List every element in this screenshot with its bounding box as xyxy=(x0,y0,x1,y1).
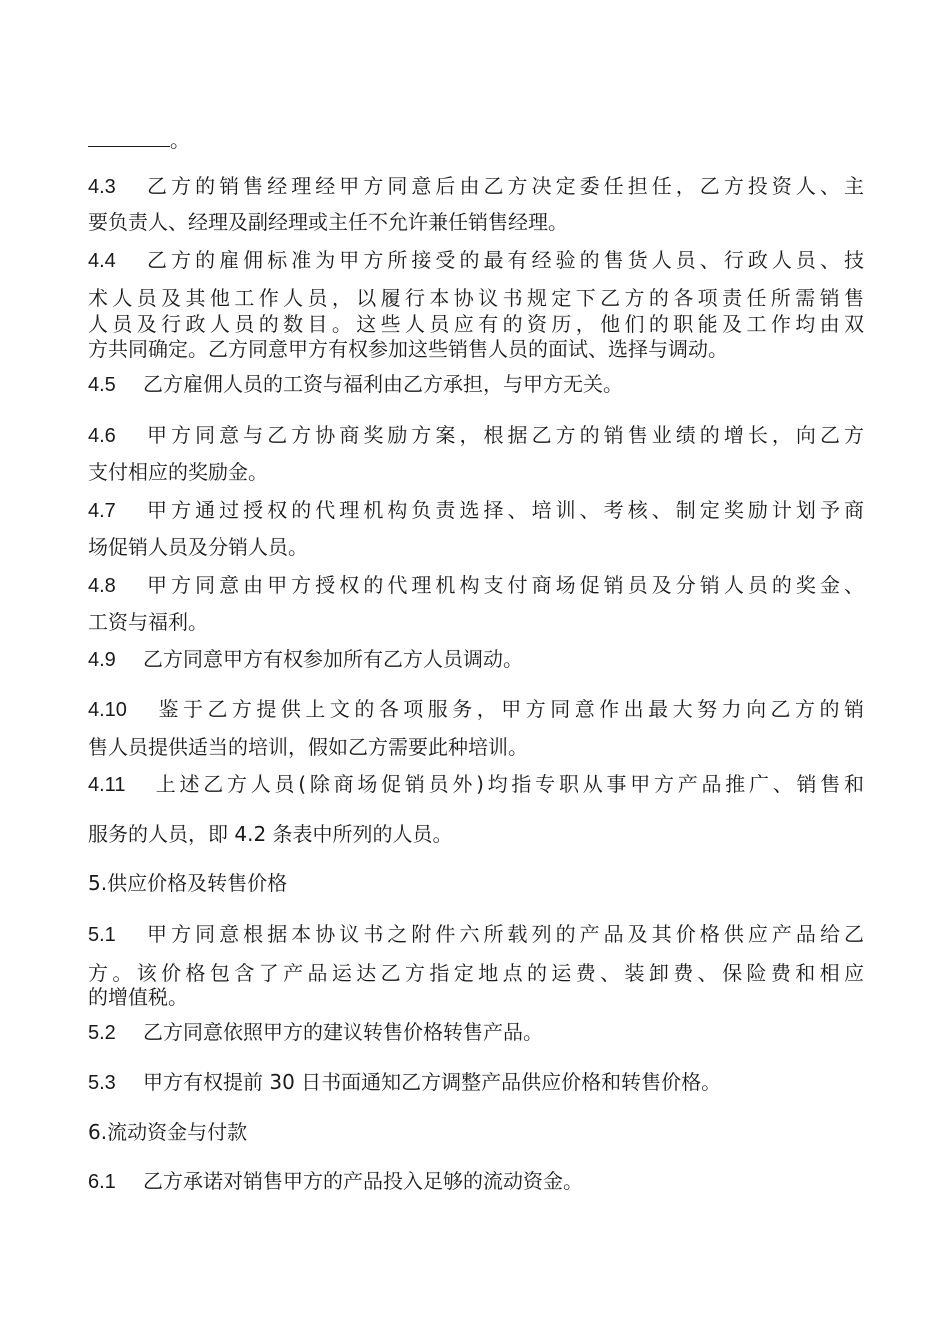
clause-4-11-line-1: 4.11 上述乙方人员(除商场促销员外)均指专职从事甲方产品推广、销售和 xyxy=(88,772,864,796)
clause-number: 5.3 xyxy=(88,1072,116,1094)
clause-4-10-line-1: 4.10 鉴于乙方提供上文的各项服务，甲方同意作出最大努力向乙方的销 xyxy=(88,697,864,721)
clause-number: 4.4 xyxy=(88,250,116,272)
clause-4-4-line-3: 人员及行政人员的数目。这些人员应有的资历，他们的职能及工作均由双 xyxy=(88,312,864,336)
section-heading-5: 5.供应价格及转售价格 xyxy=(88,871,288,895)
clause-4-11-line-2: 服务的人员，即 4.2 条表中所列的人员。 xyxy=(88,822,453,846)
clause-number: 4.9 xyxy=(88,649,116,671)
clause-4-4-line-2: 术人员及其他工作人员，以履行本协议书规定下乙方的各项责任所需销售 xyxy=(88,286,864,310)
clause-4-10-line-2: 售人员提供适当的培训，假如乙方需要此种培训。 xyxy=(88,735,528,759)
clause-4-4-line-1: 4.4 乙方的雇佣标准为甲方所接受的最有经验的售货人员、行政人员、技 xyxy=(88,248,864,272)
clause-4-8-line-1: 4.8 甲方同意由甲方授权的代理机构支付商场促销员及分销人员的奖金、 xyxy=(88,573,864,597)
fill-in-blank xyxy=(88,132,170,147)
clause-number: 4.6 xyxy=(88,425,116,447)
clause-5-1-line-3: 的增值税。 xyxy=(88,985,188,1009)
clause-4-7-line-2: 场促销人员及分销人员。 xyxy=(88,535,308,559)
clause-number: 5.2 xyxy=(88,1022,116,1044)
clause-4-6-line-2: 支付相应的奖励金。 xyxy=(88,460,268,484)
clause-4-5-line-1: 4.5 乙方雇佣人员的工资与福利由乙方承担，与甲方无关。 xyxy=(88,372,623,396)
clause-4-7-line-1: 4.7 甲方通过授权的代理机构负责选择、培训、考核、制定奖励计划予商 xyxy=(88,498,864,522)
clause-number: 5.1 xyxy=(88,924,116,946)
clause-5-1-line-2: 方。该价格包含了产品运达乙方指定地点的运费、装卸费、保险费和相应 xyxy=(88,961,864,985)
section-heading-6: 6.流动资金与付款 xyxy=(88,1120,248,1144)
clause-6-1-line-1: 6.1 乙方承诺对销售甲方的产品投入足够的流动资金。 xyxy=(88,1169,583,1193)
clause-4-6-line-1: 4.6 甲方同意与乙方协商奖励方案，根据乙方的销售业绩的增长，向乙方 xyxy=(88,423,864,447)
clause-4-9-line-1: 4.9 乙方同意甲方有权参加所有乙方人员调动。 xyxy=(88,647,523,671)
clause-4-3-line-1: 4.3 乙方的销售经理经甲方同意后由乙方决定委任担任，乙方投资人、主 xyxy=(88,174,864,198)
clause-5-1-line-1: 5.1 甲方同意根据本协议书之附件六所载列的产品及其价格供应产品给乙 xyxy=(88,922,864,946)
clause-4-4-line-4: 方共同确定。乙方同意甲方有权参加这些销售人员的面试、选择与调动。 xyxy=(88,337,728,361)
clause-number: 6.1 xyxy=(88,1171,116,1193)
clause-number: 4.7 xyxy=(88,500,116,522)
clause-number: 4.10 xyxy=(88,699,127,721)
clause-5-3-line-1: 5.3 甲方有权提前 30 日书面通知乙方调整产品供应价格和转售价格。 xyxy=(88,1070,722,1094)
blank-line-fragment: 。 xyxy=(88,128,190,152)
clause-4-3-line-2: 要负责人、经理及副经理或主任不允许兼任销售经理。 xyxy=(88,210,568,234)
clause-number: 4.11 xyxy=(88,774,126,796)
clause-4-8-line-2: 工资与福利。 xyxy=(88,610,208,634)
clause-5-2-line-1: 5.2 乙方同意依照甲方的建议转售价格转售产品。 xyxy=(88,1020,543,1044)
clause-number: 4.8 xyxy=(88,575,116,597)
clause-number: 4.5 xyxy=(88,374,116,396)
clause-number: 4.3 xyxy=(88,176,116,198)
